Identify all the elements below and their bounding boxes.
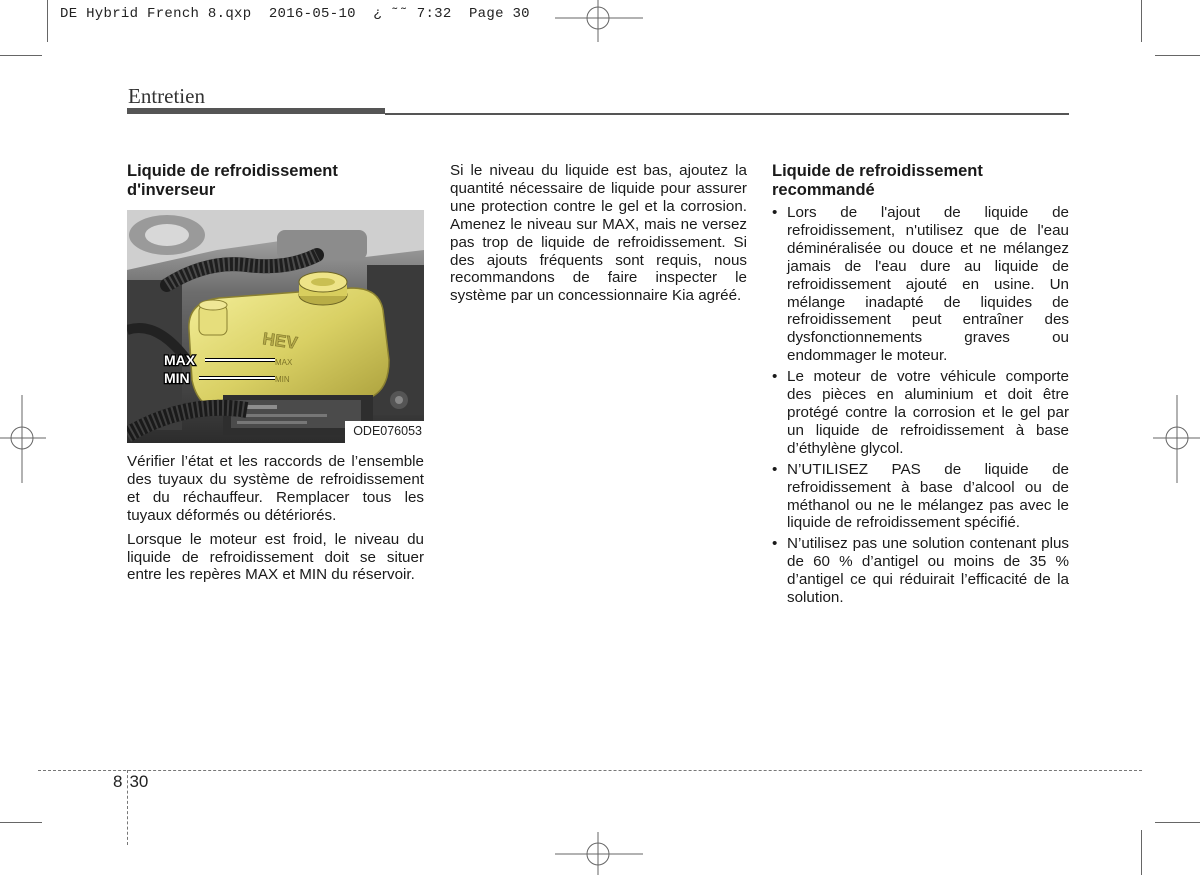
- list-item: • Lors de l'ajout de liquide de refroidissement, n'utilisez que de l'eau déminéralisée ou douce et ne mélangez jamais de l'eau dure au liquide de refroidissement ajouté en usine. Un mélange inadapté de liquides de refroidissement peut entraîner des dysfonctionnements graves ou endommager le moteur.: [772, 204, 1069, 365]
- recommended-coolant-heading: Liquide de refroidissement recommandé: [772, 162, 983, 199]
- footer-dashed-rule: [38, 770, 1142, 771]
- registration-mark-bottom: [555, 832, 643, 875]
- column-right: [772, 162, 1069, 610]
- registration-mark-top: [555, 0, 643, 42]
- list-item: • Le moteur de votre véhicule comporte des pièces en aluminium et doit être protégé contre la corrosion et le gel par un liquide de refroidissement à base d’éthylène glycol.: [772, 368, 1069, 458]
- coolant-level-paragraph: Lorsque le moteur est froid, le niveau du liquide de refroidissement doit se situer entre les repères MAX et MIN du réservoir.: [127, 530, 424, 584]
- max-callout: MAX: [164, 352, 196, 368]
- inverter-coolant-heading: Liquide de refroidissement d'inverseur: [127, 162, 338, 199]
- coolant-reservoir-figure: [127, 210, 424, 443]
- tank-min-mark: MIN: [275, 375, 290, 384]
- hose-check-paragraph: Vérifier l’état et les raccords de l’ensemble des tuyaux du système de refroidissement et du réchauffeur. Remplacer tous les tuyaux déformés ou détériorés.: [127, 453, 424, 524]
- low-level-paragraph: Si le niveau du liquide est bas, ajoutez la quantité nécessaire de liquide pour assurer une protection contre le gel et la corrosion. Amenez le niveau sur MAX, mais ne versez pas trop de liquide de refroidissement. Si des ajouts fréquents sont requis, nous recommandons de faire inspecter le système par un concessionnaire Kia agréé.: [450, 162, 747, 305]
- print-slug: DE Hybrid French 8.qxp 2016-05-10 ¿ ˜˜ 7:32 Page 30: [60, 6, 530, 22]
- engine-bay-photo: [127, 210, 424, 443]
- figure-code: ODE076053: [345, 421, 424, 443]
- column-left: [127, 162, 424, 584]
- section-title: Entretien: [128, 84, 205, 108]
- page-number: [113, 772, 148, 792]
- header-rule-thick: [127, 108, 385, 114]
- recommendation-list: [772, 204, 1069, 607]
- column-middle: [450, 162, 747, 305]
- registration-mark-left: [0, 395, 46, 483]
- list-item: • N’utilisez pas une solution contenant plus de 60 % d’antigel ou moins de 35 % d’antigel ce qui réduirait l’efficacité de la solution.: [772, 535, 1069, 607]
- min-callout: MIN: [164, 370, 190, 386]
- hev-embossing: HEV: [261, 329, 299, 353]
- page-number-value: 30: [129, 772, 149, 791]
- section-number: 8: [113, 772, 123, 791]
- header-rule-thin: [385, 113, 1069, 115]
- registration-mark-right: [1153, 395, 1200, 483]
- list-item: • N’UTILISEZ PAS de liquide de refroidissement à base d’alcool ou de méthanol ou ne le mélangez pas avec le liquide de refroidissement spécifié.: [772, 461, 1069, 533]
- tank-max-mark: MAX: [275, 358, 293, 367]
